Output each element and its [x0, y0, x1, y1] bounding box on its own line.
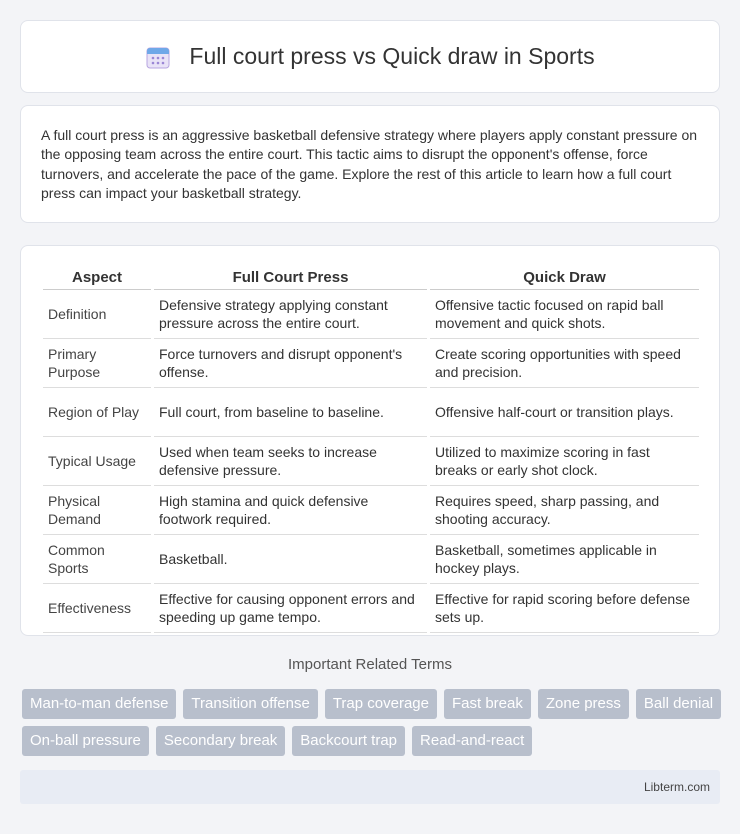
table-row: [43, 388, 699, 437]
table-cell: Defensive strategy applying constant pressure across the entire court.: [154, 290, 427, 339]
table-cell: Create scoring opportunities with speed and precision.: [430, 339, 699, 388]
header-card: [20, 20, 720, 93]
table-cell-aspect: Common Sports: [43, 535, 151, 584]
table-row: [43, 437, 699, 486]
table-header-row: [43, 266, 699, 290]
footer: [20, 770, 720, 804]
table-cell: Offensive tactic focused on rapid ball movement and quick shots.: [430, 290, 699, 339]
tag-ball-denial[interactable]: Ball denial: [636, 689, 721, 719]
table-cell-aspect: Definition: [43, 290, 151, 339]
related-terms-tags: [22, 689, 722, 756]
table-cell: Basketball, sometimes applicable in hockey plays.: [430, 535, 699, 584]
tag-fast-break[interactable]: Fast break: [444, 689, 531, 719]
table-cell: Effective for causing opponent errors and speeding up game tempo.: [154, 584, 427, 633]
table-row: [43, 535, 699, 584]
intro-text: A full court press is an aggressive basketball defensive strategy where players apply constant pressure on the opposing team across the entire court. This tactic aims to disrupt the opponent's offense, force turnovers, and accelerate the pace of the game. Explore the rest of this article to learn how a full court press can impact your basketball strategy.: [41, 127, 698, 201]
page-title: Full court press vs Quick draw in Sports: [189, 43, 595, 69]
table-cell: Full court, from baseline to baseline.: [154, 388, 427, 437]
column-header: Quick Draw: [430, 266, 699, 290]
related-terms-title: Important Related Terms: [288, 656, 452, 673]
tag-read-and-react[interactable]: Read-and-react: [412, 726, 532, 756]
calendar-icon: [145, 44, 171, 70]
table-row: [43, 584, 699, 633]
table-cell-aspect: Primary Purpose: [43, 339, 151, 388]
table-cell: Offensive half-court or transition plays.: [430, 388, 699, 437]
table-cell-aspect: Typical Usage: [43, 437, 151, 486]
intro-card: [20, 105, 720, 223]
table-row: [43, 290, 699, 339]
table-row: [43, 486, 699, 535]
table-cell: Effective for rapid scoring before defense sets up.: [430, 584, 699, 633]
tag-on-ball-pressure[interactable]: On-ball pressure: [22, 726, 149, 756]
tag-man-to-man-defense[interactable]: Man-to-man defense: [22, 689, 176, 719]
column-header: Aspect: [43, 266, 151, 290]
table-cell-aspect: Physical Demand: [43, 486, 151, 535]
comparison-table: [40, 266, 702, 633]
column-header: Full Court Press: [154, 266, 427, 290]
tag-zone-press[interactable]: Zone press: [538, 689, 629, 719]
table-row: [43, 339, 699, 388]
table-cell-aspect: Region of Play: [43, 388, 151, 437]
tag-trap-coverage[interactable]: Trap coverage: [325, 689, 437, 719]
footer-site-link[interactable]: Libterm.com: [643, 780, 710, 794]
table-cell: Basketball.: [154, 535, 427, 584]
tag-transition-offense[interactable]: Transition offense: [183, 689, 317, 719]
table-cell: Utilized to maximize scoring in fast breaks or early shot clock.: [430, 437, 699, 486]
table-cell-aspect: Effectiveness: [43, 584, 151, 633]
table-cell: Requires speed, sharp passing, and shooting accuracy.: [430, 486, 699, 535]
comparison-table-card: [20, 245, 720, 636]
table-cell: Used when team seeks to increase defensive pressure.: [154, 437, 427, 486]
table-cell: High stamina and quick defensive footwork required.: [154, 486, 427, 535]
table-cell: Force turnovers and disrupt opponent's offense.: [154, 339, 427, 388]
tag-secondary-break[interactable]: Secondary break: [156, 726, 285, 756]
tag-backcourt-trap[interactable]: Backcourt trap: [292, 726, 405, 756]
